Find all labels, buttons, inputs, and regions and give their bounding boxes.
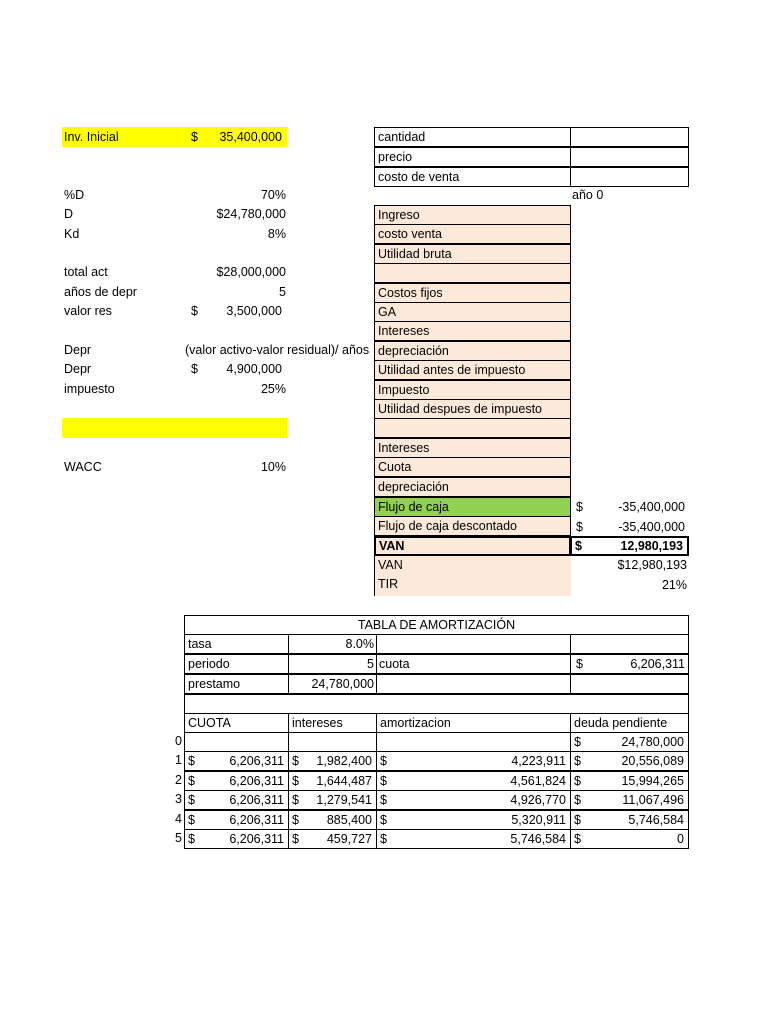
amort-value: 4,223,911 — [511, 754, 566, 769]
amort-cell-int — [288, 810, 377, 830]
d-label: D — [64, 207, 74, 221]
top-box-value — [570, 147, 689, 167]
amort-row-number: 5 — [175, 831, 182, 845]
top-box-label: cantidad — [374, 127, 571, 147]
year-header: año 0 — [572, 188, 604, 202]
flow-row-label: costo venta — [374, 224, 571, 244]
amort-header: intereses — [288, 713, 377, 733]
amort-value: 1,279,541 — [316, 793, 372, 808]
amort-cell-amort — [376, 771, 571, 791]
flow-row-label: GA — [374, 302, 571, 322]
top-box-value — [570, 167, 689, 187]
amort-cuota-label: cuota — [379, 657, 410, 671]
amort-row-number: 3 — [175, 792, 182, 807]
van-label: VAN — [374, 536, 571, 556]
amort-cell-amort — [376, 732, 571, 752]
amort-cell-deuda — [570, 771, 689, 791]
amort-value: 5,320,911 — [511, 812, 566, 827]
flow-row-label: Utilidad antes de impuesto — [374, 360, 571, 380]
amort-currency: $ — [292, 812, 299, 827]
van2-label: VAN — [374, 556, 571, 576]
amort-currency: $ — [380, 793, 387, 808]
depr-label: Depr — [64, 362, 92, 376]
amort-currency: $ — [188, 832, 195, 846]
amort-cell-amort — [376, 790, 571, 810]
kd-value: 8% — [267, 227, 286, 241]
amort-blank — [570, 674, 689, 694]
amort-currency: $ — [188, 812, 195, 827]
pd-value: 70% — [260, 188, 286, 202]
amort-cell-deuda — [570, 751, 689, 771]
amort-cell-deuda — [570, 829, 689, 849]
amort-cell-int — [288, 771, 377, 791]
valor-res-currency: $ — [191, 304, 198, 318]
amort-cell-int — [288, 790, 377, 810]
flujo-caja-value: -35,400,000 — [618, 500, 685, 514]
amort-blank — [570, 634, 689, 654]
amort-prestamo-label: prestamo — [184, 674, 289, 694]
top-box-value — [570, 127, 689, 147]
depr-formula-label: Depr — [64, 343, 92, 357]
amort-cell-cuota — [184, 732, 289, 752]
flujo-descontado-value: -35,400,000 — [618, 520, 685, 534]
van-currency: $ — [575, 539, 582, 553]
inv-inicial-label: Inv. Inicial — [64, 130, 119, 144]
total-act-label: total act — [64, 265, 108, 279]
flow-row-label: depreciación — [374, 341, 571, 361]
amort-value: 20,556,089 — [621, 754, 684, 769]
amort-cell-cuota — [184, 790, 289, 810]
flow-row-label: Ingreso — [374, 205, 571, 225]
amort-value: 459,727 — [326, 832, 372, 846]
van-value: 12,980,193 — [620, 539, 683, 553]
amort-value: 6,206,311 — [229, 832, 284, 846]
impuesto-label: impuesto — [64, 382, 115, 396]
amort-cell-amort — [376, 810, 571, 830]
amort-value: 1,644,487 — [316, 773, 372, 788]
flow-row-label: Cuota — [374, 457, 571, 477]
depr-value: 4,900,000 — [226, 362, 282, 376]
depr-currency: $ — [191, 362, 198, 376]
amort-periodo-value: 5 — [288, 654, 377, 674]
amort-cell-int — [288, 751, 377, 771]
tir-value: 21% — [661, 578, 687, 592]
amort-periodo-label: periodo — [184, 654, 289, 674]
van-value-box — [570, 536, 689, 556]
amort-value: 0 — [677, 832, 684, 846]
amort-cell-cuota — [184, 751, 289, 771]
amort-value: 4,926,770 — [510, 793, 566, 808]
amort-cell-deuda — [570, 790, 689, 810]
amort-blank — [376, 674, 571, 694]
valor-res-value: 3,500,000 — [226, 304, 282, 318]
tir-label: TIR — [374, 575, 571, 596]
depr-formula: (valor activo-valor residual)/ años — [185, 343, 370, 357]
flow-row-label — [374, 263, 571, 283]
amort-currency: $ — [574, 812, 581, 827]
pd-label: %D — [64, 188, 85, 202]
amort-value: 5,746,584 — [628, 812, 684, 827]
flow-row-label: Intereses — [374, 321, 571, 341]
amort-value: 6,206,311 — [229, 754, 284, 769]
amort-tasa-value: 8.0% — [288, 634, 377, 654]
amort-currency: $ — [574, 735, 581, 749]
amort-title: TABLA DE AMORTIZACIÓN — [184, 615, 689, 635]
amort-currency: $ — [574, 793, 581, 808]
inv-inicial-value: 35,400,000 — [219, 130, 282, 144]
amort-currency: $ — [188, 773, 195, 788]
flow-row-label: depreciación — [374, 477, 571, 497]
amort-blank-row — [184, 694, 689, 714]
flow-row-label: Intereses — [374, 438, 571, 458]
amort-value: 6,206,311 — [229, 812, 284, 827]
d-value: $24,780,000 — [216, 207, 286, 221]
flow-row-label: Costos fijos — [374, 283, 571, 303]
amort-value: 24,780,000 — [621, 735, 684, 749]
amort-currency: $ — [292, 832, 299, 846]
amort-currency: $ — [380, 754, 387, 769]
amort-cuota-value: 6,206,311 — [630, 657, 685, 671]
top-box-label: precio — [374, 147, 571, 167]
amort-currency: $ — [574, 832, 581, 846]
amort-header: CUOTA — [184, 713, 289, 733]
amort-currency: $ — [292, 773, 299, 788]
amort-value: 5,746,584 — [510, 832, 566, 846]
amort-row-number: 4 — [175, 811, 182, 826]
amort-cell-amort — [376, 751, 571, 771]
wacc-value: 10% — [260, 460, 286, 474]
flujo-caja-currency: $ — [576, 500, 583, 514]
amort-currency: $ — [188, 793, 195, 808]
amort-cuota-currency: $ — [576, 657, 583, 671]
amort-cell-cuota — [184, 771, 289, 791]
amort-value: 1,982,400 — [316, 754, 372, 769]
amort-row-number: 0 — [175, 734, 182, 748]
amort-cell-int — [288, 829, 377, 849]
flujo-descontado-currency: $ — [576, 520, 583, 534]
top-box-label: costo de venta — [374, 167, 571, 187]
flow-row-label: Utilidad despues de impuesto — [374, 399, 571, 419]
flujo-caja-label: Flujo de caja — [374, 497, 571, 517]
amort-currency: $ — [380, 773, 387, 788]
amort-currency: $ — [574, 754, 581, 769]
amort-currency: $ — [188, 754, 195, 769]
amort-value: 6,206,311 — [229, 773, 284, 788]
impuesto-value: 25% — [260, 382, 286, 396]
flow-row-label — [374, 418, 571, 438]
amort-value: 6,206,311 — [229, 793, 284, 808]
highlight-empty-row — [62, 418, 287, 438]
amort-blank — [376, 634, 571, 654]
amort-cell-deuda — [570, 810, 689, 830]
anos-depr-value: 5 — [279, 285, 286, 299]
flow-row-label: Utilidad bruta — [374, 244, 571, 264]
flujo-descontado-label: Flujo de caja descontado — [374, 516, 571, 536]
amort-header: amortizacion — [376, 713, 571, 733]
van2-value: $12,980,193 — [617, 558, 687, 572]
total-act-value: $28,000,000 — [216, 265, 286, 279]
amort-value: 15,994,265 — [621, 773, 684, 788]
valor-res-label: valor res — [64, 304, 112, 318]
amort-currency: $ — [292, 754, 299, 769]
amort-cell-deuda — [570, 732, 689, 752]
kd-label: Kd — [64, 227, 80, 241]
amort-prestamo-value: 24,780,000 — [288, 674, 377, 694]
amort-value: 4,561,824 — [510, 773, 566, 788]
wacc-label: WACC — [64, 460, 102, 474]
amort-row-number: 1 — [175, 753, 182, 768]
inv-inicial-currency: $ — [191, 130, 198, 144]
amort-cell-int — [288, 732, 377, 752]
amort-value: 885,400 — [326, 812, 372, 827]
amort-row-number: 2 — [175, 772, 182, 787]
amort-cell-cuota — [184, 829, 289, 849]
amort-tasa-label: tasa — [184, 634, 289, 654]
amort-currency: $ — [574, 773, 581, 788]
amort-value: 11,067,496 — [622, 793, 684, 808]
flow-row-label: Impuesto — [374, 380, 571, 400]
anos-depr-label: años de depr — [64, 285, 137, 299]
amort-cell-amort — [376, 829, 571, 849]
amort-currency: $ — [380, 832, 387, 846]
amort-currency: $ — [292, 793, 299, 808]
amort-header: deuda pendiente — [570, 713, 689, 733]
amort-currency: $ — [380, 812, 387, 827]
amort-cell-cuota — [184, 810, 289, 830]
